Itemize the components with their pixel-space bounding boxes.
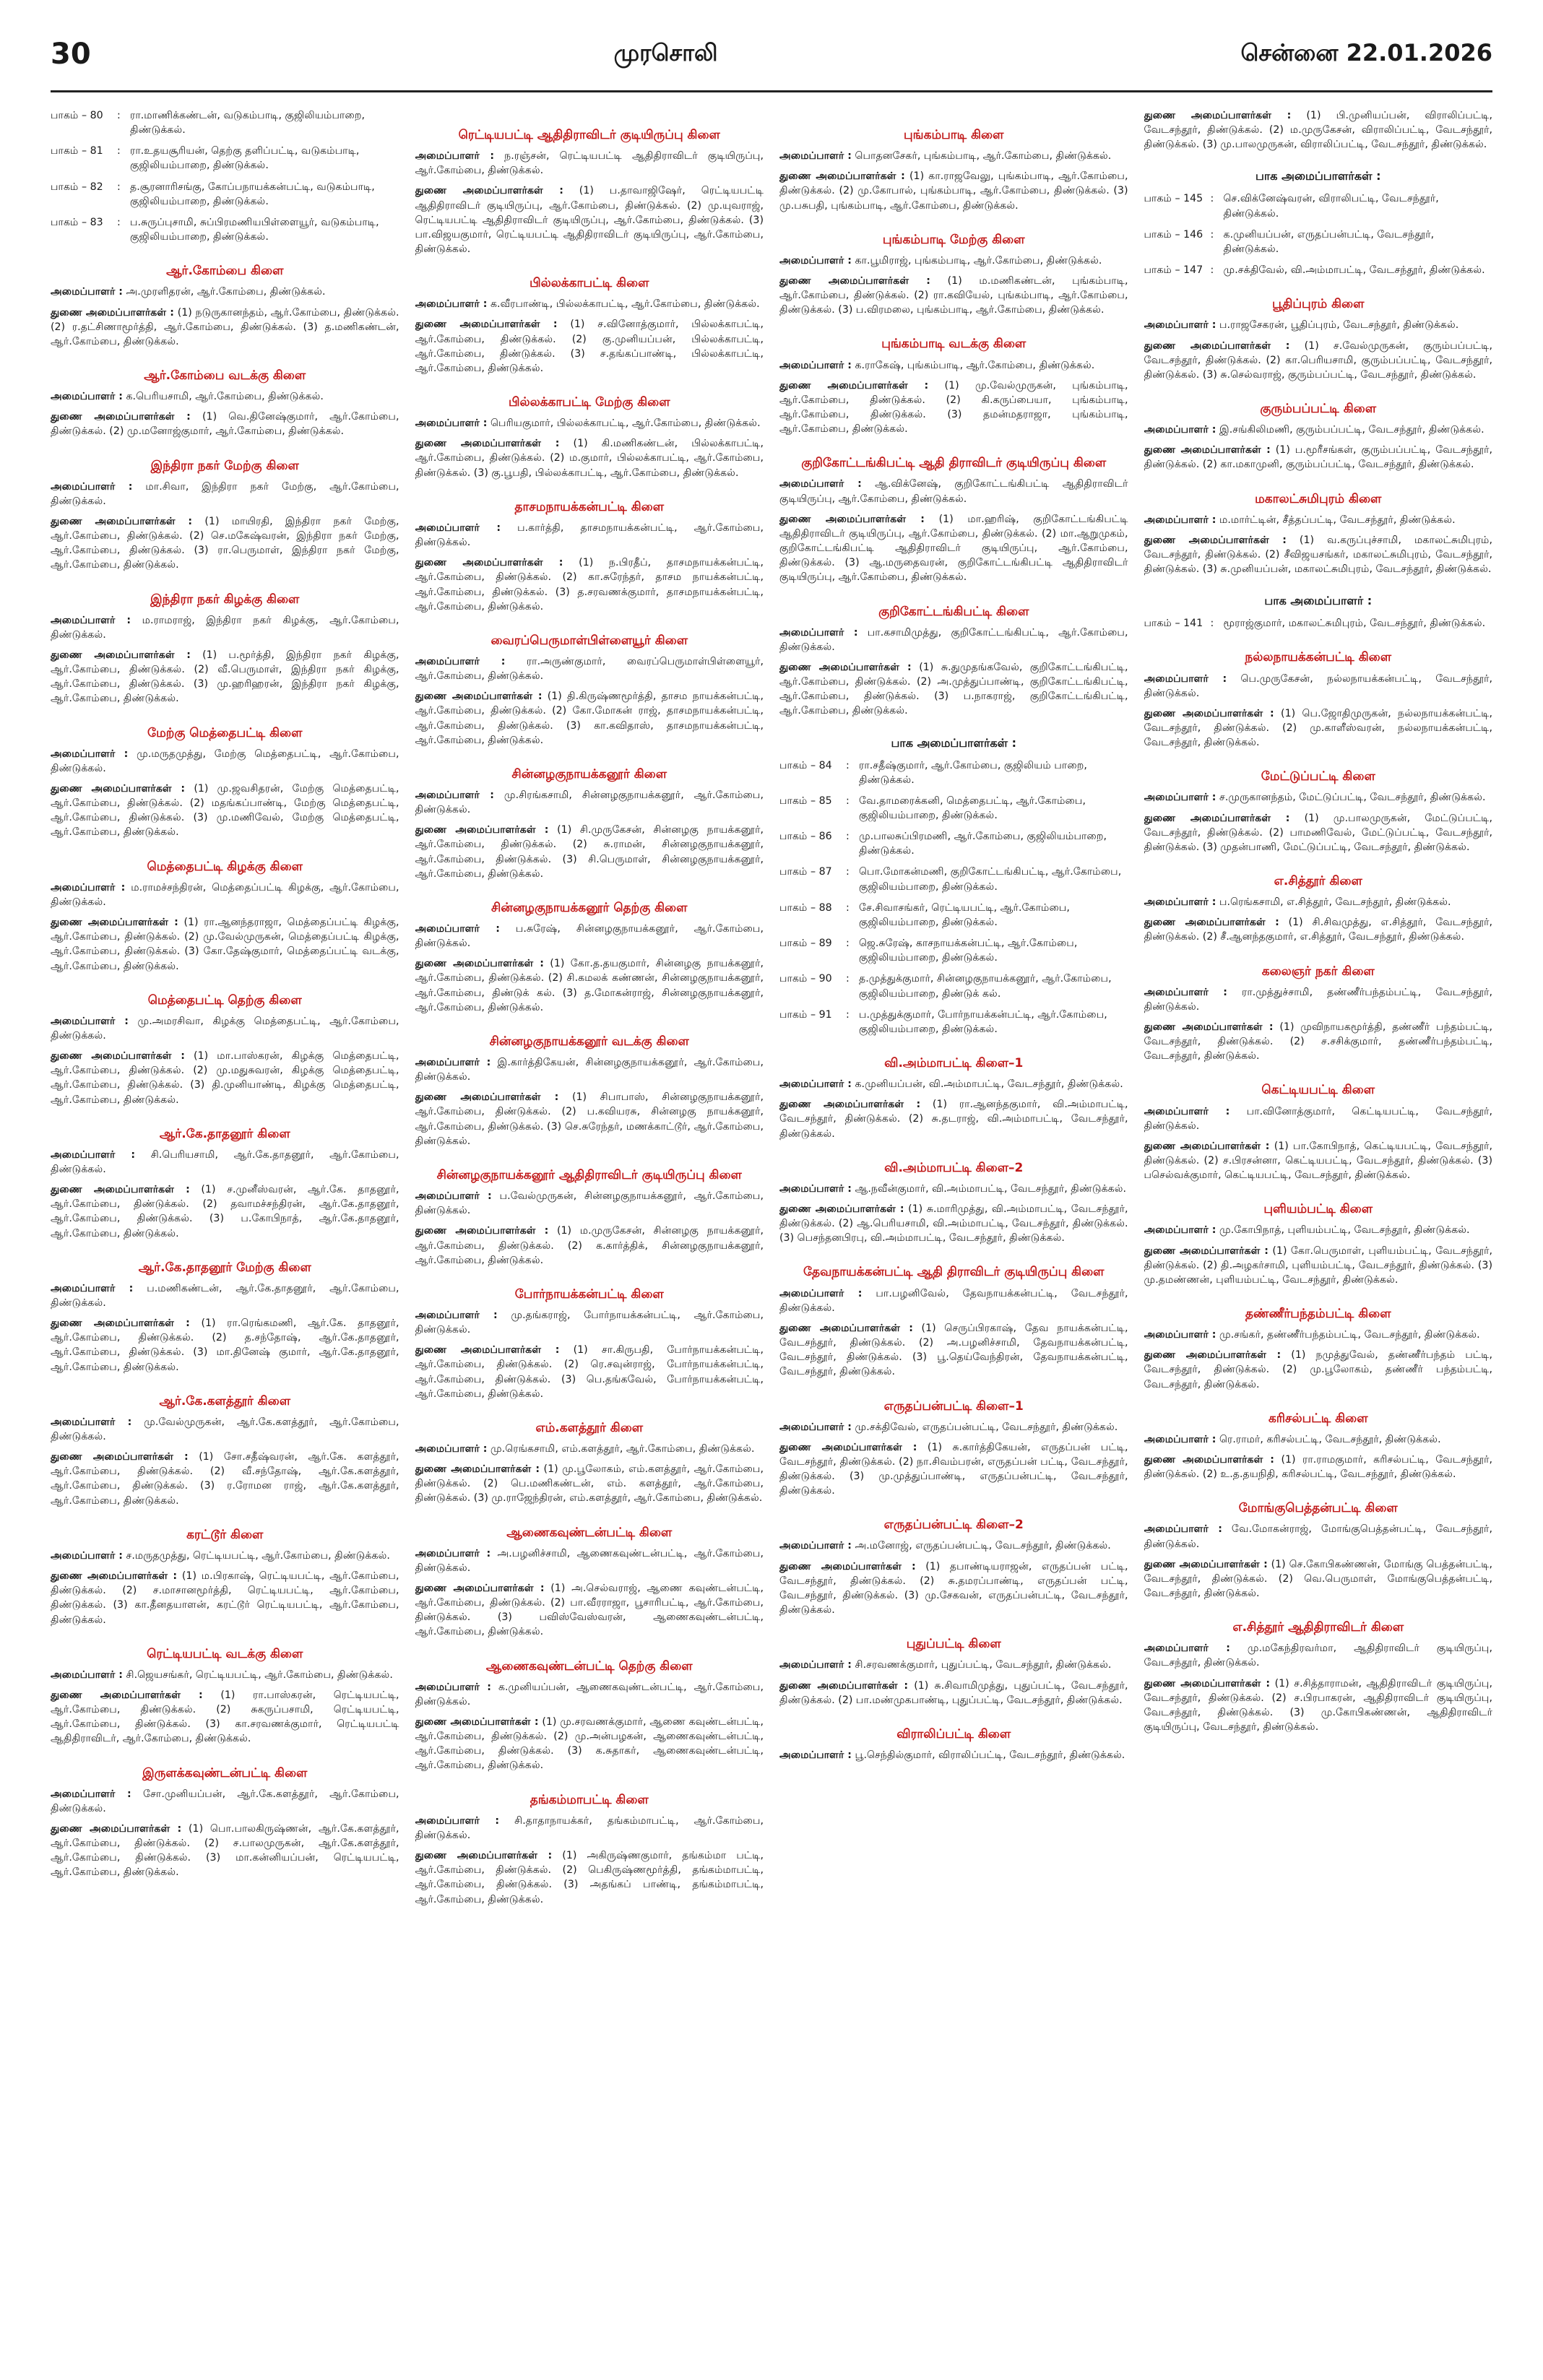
ward-entry: [779, 1008, 1128, 1037]
section: [415, 633, 764, 748]
paragraph: அமைப்பாளர் : க.முனியப்பன், வி.அம்மாபட்டி, வேடசந்தூர், திண்டுக்கல்.: [779, 1078, 1123, 1091]
section-heading: வி.அம்மாபட்டி கிளை–1: [884, 1056, 1024, 1071]
section-heading: புளியம்பட்டி கிளை: [1263, 1202, 1373, 1217]
section: [779, 1160, 1128, 1246]
paragraph: துணை அமைப்பாளர்கள் : (1) சு.மாரிமுத்து, வி.அம்மாபட்டி, வேடசந்தூர், திண்டுக்கல். (2) ஆ.பெரியசாமி, வி.அம்மாபட்டி, வேடசந்தூர், திண்டுக்கல். (3) பெசந்தனபிரபு, வி.அம்மாபட்டி, வேடசந்தூர், திண்டுக்கல்.: [779, 1203, 1128, 1245]
section-heading: விராலிப்பட்டி கிளை: [896, 1726, 1011, 1741]
ward-entry: [779, 901, 1128, 930]
section-heading: ஆணைகவுண்டன்பட்டி கிளை: [506, 1525, 673, 1540]
paragraph: அமைப்பாளர் : ப.மணிகண்டன், ஆர்.கே.தாதனூர், ஆர்.கோம்பை, திண்டுக்கல்.: [51, 1282, 399, 1309]
section: [779, 1636, 1128, 1708]
paragraph: அமைப்பாளர் : கா.பூமிராஜ், புங்கம்பாடி, ஆர்.கோம்பை, திண்டுக்கல்.: [779, 254, 1102, 267]
section-heading: பில்லக்காபட்டி கிளை: [530, 276, 649, 291]
section-heading: மகாலட்சுமிபுரம் கிளை: [1255, 491, 1382, 506]
section: [415, 1167, 764, 1268]
paragraph: துணை அமைப்பாளர்கள் : (1) மாயிரதி, இந்திரா நகர் மேற்கு, ஆர்.கோம்பை, திண்டுக்கல். (2) செ.மகேஷ்வரன், இந்திரா நகர் மேற்கு, ஆர்.கோம்பை, திண்டுக்கல். (3) ரா.பெருமாள், இந்திரா நகர் மேற்கு, ஆர்.கோம்பை, திண்டுக்கல்.: [51, 515, 399, 571]
section: [1144, 1500, 1493, 1601]
paragraph: அமைப்பாளர் : பெரியகுமார், பில்லக்காபட்டி, ஆர்.கோம்பை, திண்டுக்கல்.: [415, 417, 761, 430]
section: [415, 127, 764, 256]
section-heading: ரெட்டியபட்டி ஆதிதிராவிடர் குடியிருப்பு கிளை: [458, 128, 720, 142]
paragraph: அமைப்பாளர் : பொதனசேகர், புங்கம்பாடி, ஆர்.கோம்பை, திண்டுக்கல்.: [779, 150, 1112, 163]
paragraph: துணை அமைப்பாளர்கள் : (1) அ.செல்வராஜ், ஆணை கவுண்டன்பட்டி, ஆர்.கோம்பை, திண்டுக்கல். (2) பா.வீரராஜா, பூசாரிபட்டி, ஆர்.கோம்பை, திண்டுக்கல். (3) பவிஸ்வேஸ்வரன், ஆணைகவுண்டன்பட்டி, ஆர்.கோம்பை, திண்டுக்கல்.: [415, 1582, 764, 1638]
ward-separator: :: [117, 110, 121, 121]
section: [1144, 594, 1493, 631]
paragraph: துணை அமைப்பாளர்கள் : (1) மு.ஜவசிதரன், மேற்கு மெத்தைபட்டி, ஆர்.கோம்பை, திண்டுக்கல். (2) மதங்கப்பாண்டி, மேற்கு மெத்தைபட்டி, ஆர்.கோம்பை, திண்டுக்கல். (3) மு.மணிவேல், மேற்கு மெத்தைபட்டி, ஆர்.கோம்பை, திண்டுக்கல்.: [51, 783, 399, 839]
paragraph: அமைப்பாளர் : மு.வேல்முருகன், ஆர்.கே.களத்தூர், ஆர்.கோம்பை, திண்டுக்கல்.: [51, 1416, 399, 1442]
paragraph: துணை அமைப்பாளர்கள் : (1) சு.சிவாமிமுத்து, புதுப்பட்டி, வேடசந்தூர், திண்டுக்கல். (2) பா.மண்முகபாண்டி, புதுப்பட்டி, வேடசந்தூர், திண்டுக்கல்.: [779, 1679, 1128, 1706]
paragraph: அமைப்பாளர் : ஆ.நவீன்குமார், வி.அம்மாபட்டி, வேடசந்தூர், திண்டுக்கல்.: [779, 1182, 1127, 1195]
paragraph: அமைப்பாளர் : ம.மார்ட்டின், சீத்தப்பட்டி, வேடசந்தூர், திண்டுக்கல்.: [1144, 514, 1456, 526]
paragraph: துணை அமைப்பாளர்கள் : (1) ம.பிரகாஷ், ரெட்டியபட்டி, ஆர்.கோம்பை, திண்டுக்கல். (2) ச.மாசானமூர்த்தி, ரெட்டியபட்டி, ஆர்.கோம்பை, திண்டுக்கல். (3) கா.தீனதயாளன், கரட்டூர் ரெட்டியபட்டி, ஆர்.கோம்பை, திண்டுக்கல்.: [51, 1570, 399, 1626]
paragraph: அமைப்பாளர் : மா.சிவா, இந்திரா நகர் மேற்கு, ஆர்.கோம்பை, திண்டுக்கல்.: [51, 480, 399, 507]
section-heading: சின்னழகுநாயக்கனூர் தெற்கு கிளை: [491, 900, 688, 915]
section-heading: சின்னழகுநாயக்கனூர் ஆதிதிராவிடர் குடியிருப்பு கிளை: [436, 1167, 742, 1182]
paragraph: துணை அமைப்பாளர்கள் : (1) சு.துமுதங்கவேல், குறிகோட்டங்கிபட்டி, ஆர்.கோம்பை, திண்டுக்கல். (2) அ.முத்துப்பாண்டி, குறிகோட்டங்கிபட்டி, ஆர்.கோம்பை, திண்டுக்கல். (3) ப.நாகராஜ், குறிகோட்டங்கிபட்டி, ஆர்.கோம்பை, திண்டுக்கல்.: [779, 661, 1128, 717]
section: [415, 1286, 764, 1401]
paragraph: துணை அமைப்பாளர்கள் : (1) நடுருகானந்தம், ஆர்.கோம்பை, திண்டுக்கல். (2) ர.தட்சிணாமூர்த்தி, ஆர்.கோம்பை, திண்டுக்கல். (3) த.மணிகண்டன், ஆர்.கோம்பை, திண்டுக்கல்.: [51, 306, 399, 347]
paragraph: அமைப்பாளர் : மு.ரெங்கசாமி, எம்.களத்தூர், ஆர்.கோம்பை, திண்டுக்கல்.: [415, 1442, 755, 1455]
ward-separator: :: [117, 145, 121, 157]
section-heading: எ.சித்தூர் ஆதிதிராவிடர் கிளை: [1232, 1620, 1404, 1635]
city-date: சென்னை 22.01.2026: [1240, 39, 1492, 66]
section: [1144, 491, 1493, 577]
section: [51, 368, 399, 439]
section-heading: ரெட்டியபட்டி வடக்கு கிளை: [147, 1646, 303, 1661]
paragraph: துணை அமைப்பாளர்கள் : (1) ரா.ஆனந்தகுமார், வி.அம்மாபட்டி, வேடசந்தூர், திண்டுக்கல். (2) சு.தடராஜ், வி.அம்மாபட்டி, வேடசந்தூர், திண்டுக்கல்.: [779, 1099, 1128, 1140]
section-heading: கரட்டூர் கிளை: [186, 1527, 264, 1542]
paragraph: துணை அமைப்பாளர்கள் : (1) ப.தாவாஜிஷேர், ரெட்டியபட்டி ஆதிதிராவிடர் குடியிருப்பு, ஆர்.கோம்பை, திண்டுக்கல். (2) மு.யுவராஜ், ரெட்டியபட்டி ஆதிதிராவிடர் குடியிருப்பு, ஆர்.கோம்பை, திண்டுக்கல். (3) பா.விஜயகுமார், ரெட்டியபட்டி ஆதிதிராவிடர் குடியிருப்பு, ஆர்.கோம்பை, திண்டுக்கல்.: [415, 185, 764, 256]
section: [415, 1525, 764, 1640]
section-heading: வைரப்பெருமாள்பிள்ளையூர் கிளை: [490, 633, 688, 648]
section: [1144, 1306, 1493, 1392]
section-heading: எருதப்பன்பட்டி கிளை–2: [883, 1518, 1024, 1533]
section-heading: மேட்டுப்பட்டி கிளை: [1261, 769, 1375, 784]
section: [779, 232, 1128, 318]
paragraph: துணை அமைப்பாளர்கள் : (1) பொ.பாலகிருஷ்ணன், ஆர்.கே.களத்தூர், ஆர்.கோம்பை, திண்டுக்கல். (2) ச.பாலமுருகன், ஆர்.கே.களத்தூர், ஆர்.கோம்பை, திண்டுக்கல். (3) மா.கன்னியப்பன், ரெட்டியபட்டி, ஆர்.கோம்பை, திண்டுக்கல்.: [51, 1822, 399, 1879]
section-heading: குறிகோட்டங்கிபட்டி கிளை: [878, 604, 1029, 619]
ward-number: பாகம் – 89: [779, 938, 832, 950]
paragraph: அமைப்பாளர் : வே.மோகன்ராஜ், மோங்குபெத்தன்பட்டி, வேடசந்தூர், திண்டுக்கல்.: [1144, 1523, 1492, 1550]
ward-separator: :: [846, 831, 850, 843]
ward-number: பாகம் – 81: [51, 145, 103, 157]
newspaper-name: முரசொலி: [613, 39, 718, 66]
paragraph: அமைப்பாளர் : மு.மருதமுத்து, மேற்கு மெத்தைபட்டி, ஆர்.கோம்பை, திண்டுக்கல்.: [51, 748, 399, 774]
section: [51, 1260, 399, 1375]
ward-entry: [51, 108, 399, 137]
ward-entry: [779, 972, 1128, 1000]
paragraph: அமைப்பாளர் : ம.ராமராஜ், இந்திரா நகர் கிழக்கு, ஆர்.கோம்பை, திண்டுக்கல்.: [51, 614, 399, 641]
ward-entry: [779, 758, 1128, 787]
paragraph: துணை அமைப்பாளர்கள் : (1) மு.பூலோகம், எம்.களத்தூர், ஆர்.கோம்பை, திண்டுக்கல். (2) பெ.மணிகண்டன், எம். களத்தூர், ஆர்.கோம்பை, திண்டுக்கல். (3) மு.ராஜேந்திரன், எம்.களத்தூர், ஆர்.கோம்பை, திண்டுக்கல்.: [415, 1463, 764, 1505]
paragraph: அமைப்பாளர் : ரெ.ராமர், கரிசல்பட்டி, வேடசந்தூர், திண்டுக்கல்.: [1144, 1433, 1441, 1445]
section: [779, 604, 1128, 719]
ward-entry: [779, 829, 1128, 858]
ward-member: ரா.சதீஷ்குமார், ஆர்.கோம்பை, குஜிலியம் பாறை, திண்டுக்கல்.: [859, 759, 1087, 786]
section-heading: மேற்கு மெத்தைபட்டி கிளை: [147, 725, 303, 740]
paragraph: துணை அமைப்பாளர்கள் : (1) சி.முருகேசன், சின்னழகு நாயக்கனூர், ஆர்.கோம்பை, திண்டுக்கல். (2) சு.ராமன், சின்னழகுநாயக்கனூர், ஆர்.கோம்பை, திண்டுக்கல். (3) சி.பெருமாள், சின்னழகுநாயக்கனூர், ஆர்.கோம்பை, திண்டுக்கல்.: [415, 824, 764, 880]
section: [415, 499, 764, 614]
section: [415, 900, 764, 1015]
section: [51, 1765, 399, 1880]
paragraph: அமைப்பாளர் : பா.வினோத்குமார், கெட்டியபட்டி, வேடசந்தூர், திண்டுக்கல்.: [1144, 1105, 1492, 1132]
ward-member: ப.முத்துக்குமார், போர்நாயக்கன்பட்டி, ஆர்.கோம்பை, குஜிலியம்பாறை, திண்டுக்கல்.: [859, 1008, 1107, 1035]
ward-separator: :: [117, 216, 121, 228]
paragraph: துணை அமைப்பாளர்கள் : (1) ச.முனீஸ்வரன், ஆர்.கே. தாதனூர், ஆர்.கோம்பை, திண்டுக்கல். (2) தவாமச்சந்திரன், ஆர்.கே.தாதனூர், ஆர்.கோம்பை, திண்டுக்கல். (3) ப.கோபிநாத், ஆர்.கே.தாதனூர், ஆர்.கோம்பை, திண்டுக்கல்.: [51, 1184, 399, 1239]
ward-member: வே.தாமரைக்கனி, மெத்தைபட்டி, ஆர்.கோம்பை, குஜிலியம்பாறை, திண்டுக்கல்.: [859, 795, 1086, 821]
ward-member: ரா.மாணிக்கண்டன், வடுகம்பாடி, குஜிலியம்பாறை, திண்டுக்கல்.: [130, 110, 366, 137]
ward-member: மூராஜ்குமார், மகாலட்சுமிபுரம், வேடசந்தூர், திண்டுக்கல்.: [1223, 618, 1486, 630]
section: [779, 455, 1128, 584]
section: [779, 1398, 1128, 1499]
ward-number: பாகம் – 146: [1144, 228, 1203, 241]
columns-container: [51, 108, 1492, 2351]
section-heading: போர்நாயக்கன்பட்டி கிளை: [514, 1286, 664, 1302]
ward-entry: [779, 936, 1128, 965]
section-heading: தேவநாயக்கன்பட்டி ஆதி திராவிடர் குடியிருப்பு கிளை: [803, 1265, 1105, 1280]
section: [51, 458, 399, 573]
ward-separator: :: [117, 181, 121, 193]
section-heading: ஆர்.கோம்பை வடக்கு கிளை: [144, 368, 306, 383]
ward-member: க.முனியப்பன், எருதப்பன்பட்டி, வேடசந்தூர், திண்டுக்கல்.: [1223, 228, 1435, 255]
section: [1144, 1082, 1493, 1182]
section: [51, 592, 399, 706]
ward-entry: [779, 794, 1128, 823]
ward-member: ஜெ.சுரேஷ், காசநாயக்கன்பட்டி, ஆர்.கோம்பை, குஜிலியம்பாறை, திண்டுக்கல்.: [859, 938, 1078, 964]
header-rule: [51, 90, 1492, 92]
ward-entry: [1144, 191, 1493, 220]
section-heading: கெட்டியபட்டி கிளை: [1261, 1083, 1375, 1098]
paragraph: அமைப்பாளர் : இ.கார்த்திகேயன், சின்னழகுநாயக்கனூர், ஆர்.கோம்பை, திண்டுக்கல்.: [415, 1057, 764, 1083]
section-heading: மெத்தைபட்டி கிழக்கு கிளை: [147, 859, 303, 874]
section: [779, 336, 1128, 436]
section: [51, 859, 399, 974]
section-heading: பில்லக்காபட்டி மேற்கு கிளை: [508, 395, 670, 410]
paragraph: அமைப்பாளர் : ஆ.விக்னேஷ், குறிகோட்டங்கிபட்டி ஆதிதிராவிடர் குடியிருப்பு, ஆர்.கோம்பை, திண்டுக்கல்.: [779, 478, 1128, 505]
section: [415, 1034, 764, 1148]
ward-number: பாகம் – 91: [779, 1008, 832, 1021]
section: [779, 1517, 1128, 1617]
ward-member: த.முத்துக்குமார், சின்னழகுநாயக்கனூர், ஆர்.கோம்பை, குஜிலியம்பாறை, திண்டுக் கல்.: [859, 973, 1112, 1000]
paragraph: துணை அமைப்பாளர்கள் : (1) கி.மணிகண்டன், பில்லக்காபட்டி, ஆர்.கோம்பை, திண்டுக்கல். (2) ம.குமார், பில்லக்காபட்டி, ஆர்.கோம்பை, திண்டுக்கல். (3) கு.பூபதி, பில்லக்காபட்டி, ஆர்.கோம்பை, திண்டுக்கல்.: [415, 438, 764, 479]
paragraph: துணை அமைப்பாளர்கள் : (1) ச.வினோத்குமார், பில்லக்காபட்டி, ஆர்.கோம்பை, திண்டுக்கல். (2) கு.முனியப்பன், பில்லக்காபட்டி, ஆர்.கோம்பை, திண்டுக்கல். (3) ச.தங்கப்பாண்டி, பில்லக்காபட்டி, ஆர்.கோம்பை, திண்டுக்கல்.: [415, 319, 764, 374]
ward-member: ரா.உதயசூரியன், தெற்கு தளிப்பட்டி, வடுகம்பாடி, குஜிலியம்பாறை, திண்டுக்கல்.: [130, 145, 360, 172]
paragraph: அமைப்பாளர் : ப.கார்த்தி, தாசமநாயக்கன்பட்டி, ஆர்.கோம்பை, திண்டுக்கல்.: [415, 522, 764, 549]
paragraph: துணை அமைப்பாளர்கள் : (1) சா.கிருபதி, போர்நாயக்கன்பட்டி, ஆர்.கோம்பை, திண்டுக்கல். (2) ரெ.சவுன்ராஜ், போர்நாயக்கன்பட்டி, ஆர்.கோம்பை, திண்டுக்கல். (3) பெ.தங்கவேல், போர்நாயக்கன்பட்டி, ஆர்.கோம்பை, திண்டுக்கல்.: [415, 1344, 764, 1400]
section-heading: மெத்தைபட்டி தெற்கு கிளை: [147, 992, 302, 1008]
paragraph: துணை அமைப்பாளர்கள் : (1) சிபாபாஸ், சின்னழகுநாயக்கனூர், ஆர்.கோம்பை, திண்டுக்கல். (2) ப.கவியரசு, சின்னழகு நாயக்கனூர், ஆர்.கோம்பை, திண்டுக்கல். (3) செ.சுரேந்தர், மணக்காட்டூர், ஆர்.கோம்பை, திண்டுக்கல்.: [415, 1091, 764, 1147]
paragraph: துணை அமைப்பாளர்கள் : (1) வெ.தினேஷ்குமார், ஆர்.கோம்பை, திண்டுக்கல். (2) மு.மனோஜ்குமார், ஆர்.கோம்பை, திண்டுக்கல்.: [51, 411, 399, 438]
section-heading: எருதப்பன்பட்டி கிளை–1: [883, 1398, 1024, 1414]
ward-entry: [779, 865, 1128, 893]
section-heading: புங்கம்பாடி மேற்கு கிளை: [882, 232, 1025, 247]
section: [51, 108, 399, 244]
section: [1144, 169, 1493, 277]
paragraph: துணை அமைப்பாளர்கள் : (1) மா.பாஸ்கரன், கிழக்கு மெத்தைபட்டி, ஆர்.கோம்பை, திண்டுக்கல். (2) மு.மதுசுவரன், கிழக்கு மெத்தைபட்டி, ஆர்.கோம்பை, திண்டுக்கல். (3) தி.முனியாண்டி, கிழக்கு மெத்தைபட்டி, ஆர்.கோம்பை, திண்டுக்கல்.: [51, 1050, 399, 1106]
paragraph: துணை அமைப்பாளர்கள் : (1) நமுத்துவேல், தண்ணீர்பந்தம் பட்டி, வேடசந்தூர், திண்டுக்கல். (2) மு.பூலோகம், தண்ணீர் பந்தம்பட்டி, வேடசந்தூர், திண்டுக்கல்.: [1144, 1349, 1492, 1390]
paragraph: துணை அமைப்பாளர்கள் : (1) முவிநாயகமூர்த்தி, தண்ணீர் பந்தம்பட்டி, வேடசந்தூர், திண்டுக்கல். (2) ச.சசிக்குமார், தண்ணீர்பந்தம்பட்டி, வேடசந்தூர், திண்டுக்கல்.: [1144, 1021, 1492, 1063]
ward-number: பாகம் – 147: [1144, 264, 1203, 277]
paragraph: அமைப்பாளர் : அ.மனோஜ், எருதப்பன்பட்டி, வேடசந்தூர், திண்டுக்கல்.: [779, 1540, 1111, 1552]
paragraph: துணை அமைப்பாளர்கள் : (1) ரா.ரெங்கமணி, ஆர்.கே. தாதனூர், ஆர்.கோம்பை, திண்டுக்கல். (2) த.சந்தோஷ், ஆர்.கே.தாதனூர், ஆர்.கோம்பை, திண்டுக்கல். (3) மா.தினேஷ் குமார், ஆர்.கே.தாதனூர், ஆர்.கோம்பை, திண்டுக்கல்.: [51, 1317, 399, 1373]
paragraph: துணை அமைப்பாளர்கள் : (1) சு.கார்த்திகேயன், எருதப்பன் பட்டி, வேடசந்தூர், திண்டுக்கல். (2) நா.சிவம்பரன், எருதப்பன் பட்டி, வேடசந்தூர், திண்டுக்கல். (3) மு.முத்துப்பாண்டி, எருதப்பன்பட்டி, வேடசந்தூர், திண்டுக்கல்.: [779, 1441, 1128, 1497]
paragraph: துணை அமைப்பாளர்கள் : (1) தபாண்டியராஜன், எருதப்பன் பட்டி, வேடசந்தூர், திண்டுக்கல். (2) சு.தமரப்பாண்டி, எருதப்பன் பட்டி, வேடசந்தூர், திண்டுக்கல். (3) மு.சேகவன், எருதப்பன்பட்டி, வேடசந்தூர், திண்டுக்கல்.: [779, 1560, 1128, 1617]
section-heading: எ.சித்தூர் கிளை: [1274, 874, 1362, 888]
paragraph: அமைப்பாளர் : ம.ராமச்சந்திரன், மெத்தைப்பட்டி கிழக்கு, ஆர்.கோம்பை, திண்டுக்கல்.: [51, 881, 399, 908]
paragraph: அமைப்பாளர் : அ.முரளிதரன், ஆர்.கோம்பை, திண்டுக்கல்.: [51, 286, 326, 298]
paragraph: அமைப்பாளர் : அ.பழனிச்சாமி, ஆணைகவுண்டன்பட்டி, ஆர்.கோம்பை, திண்டுக்கல்.: [415, 1547, 764, 1574]
section: [1144, 873, 1493, 945]
paragraph: துணை அமைப்பாளர்கள் : (1) ரா.ராமகுமார், கரிசல்பட்டி, வேடசந்தூர், திண்டுக்கல். (2) உ.த.தயநிதி, கரிசல்பட்டி, வேடசந்தூர், திண்டுக்கல்.: [1144, 1454, 1492, 1481]
section-heading: குறிகோட்டங்கிபட்டி ஆதி திராவிடர் குடியிருப்பு கிளை: [801, 456, 1107, 471]
column-2: [415, 108, 764, 2351]
section: [779, 1264, 1128, 1379]
paragraph: அமைப்பாளர் : க.ராகேஷ், புங்கம்பாடி, ஆர்.கோம்பை, திண்டுக்கல்.: [779, 359, 1095, 371]
ward-number: பாகம் – 80: [51, 110, 103, 121]
section: [415, 1792, 764, 1907]
section: [1144, 964, 1493, 1064]
paragraph: அமைப்பாளர் : மு.சிரங்கசாமி, சின்னழகுநாயக்கனூர், ஆர்.கோம்பை, திண்டுக்கல்.: [415, 789, 764, 816]
section-heading: ஆர்.கே.களத்தூர் கிளை: [159, 1393, 291, 1408]
ward-number: பாகம் – 86: [779, 831, 832, 843]
paragraph: துணை அமைப்பாளர்கள் : (1) சி.சிவமுத்து, எ.சித்தூர், வேடசந்தூர், திண்டுக்கல். (2) சீ.ஆனந்தகுமார், எ.சித்தூர், வேடசந்தூர், திண்டுக்கல்.: [1144, 917, 1492, 943]
section: [1144, 1411, 1493, 1482]
ward-number: பாகம் – 85: [779, 795, 832, 807]
section-heading: நல்லநாயக்கன்பட்டி கிளை: [1245, 650, 1392, 665]
ward-separator: :: [1210, 618, 1214, 630]
paragraph: துணை அமைப்பாளர்கள் : (1) ரா.பாஸ்கரன், ரெட்டியபட்டி, ஆர்.கோம்பை, திண்டுக்கல். (2) சுகருப்பசாமி, ரெட்டியபட்டி, ஆர்.கோம்பை, திண்டுக்கல். (3) கா.சரவணக்குமார், ரெட்டியபட்டி ஆதிதிராவிடர், ஆர்.கோம்பை, திண்டுக்கல்.: [51, 1689, 399, 1745]
section-heading: இருளக்கவுண்டன்பட்டி கிளை: [142, 1765, 308, 1780]
ward-separator: :: [846, 901, 850, 914]
paragraph: அமைப்பாளர் : மு.அமரசிவா, கிழக்கு மெத்தைபட்டி, ஆர்.கோம்பை, திண்டுக்கல்.: [51, 1015, 399, 1042]
section: [51, 1527, 399, 1627]
ward-member: ப.சுருப்புசாமி, சுப்பிரமணியபிள்ளையூர், வடுகம்பாடி, குஜிலியம்பாறை, திண்டுக்கல்.: [130, 216, 379, 243]
section: [415, 766, 764, 881]
paragraph: துணை அமைப்பாளர்கள் : (1) கோ.த.தயகுமார், சின்னழகு நாயக்கனூர், ஆர்.கோம்பை, திண்டுக்கல். (2) சி.கமலக் கண்ணன், சின்னழகுநாயக்கனூர், ஆர்.கோம்பை, திண்டுக் கல். (3) த.மோகன்ராஜ், சின்னழகுநாயக்கனூர், ஆர்.கோம்பை, திண்டுக்கல்.: [415, 958, 764, 1013]
paragraph: அமைப்பாளர் : சோ.முனியப்பன், ஆர்.கே.களத்தூர், ஆர்.கோம்பை, திண்டுக்கல்.: [51, 1788, 399, 1814]
section-heading: புங்கம்பாடி கிளை: [904, 128, 1004, 142]
section-heading: சின்னழகுநாயக்கனூர் கிளை: [511, 766, 667, 782]
ward-separator: :: [846, 973, 850, 985]
ward-separator: :: [846, 866, 850, 878]
paragraph: துணை அமைப்பாளர்கள் : (1) மு.சரவணக்குமார், ஆணை கவுண்டன்பட்டி, ஆர்.கோம்பை, திண்டுக்கல். (2) மு.அன்பழகன், ஆணைகவுண்டன்பட்டி, ஆர்.கோம்பை, திண்டுக்கல். (3) க.சுதாகர், ஆணைகவுண்டன்பட்டி, ஆர்.கோம்பை, திண்டுக்கல்.: [415, 1716, 764, 1772]
paragraph: துணை அமைப்பாளர்கள் : (1) சோ.சதீஷ்வரன், ஆர்.கே. களத்தூர், ஆர்.கோம்பை, திண்டுக்கல். (2) வீ.சந்தோஷ், ஆர்.கே.களத்தூர், ஆர்.கோம்பை, திண்டுக்கல். (3) ர.ரோமன ராஜ், ஆர்.கே.களத்தூர், ஆர்.கோம்பை, திண்டுக்கல்.: [51, 1451, 399, 1507]
ward-entry: [1144, 616, 1493, 631]
section-heading: புதுப்பட்டி கிளை: [906, 1637, 1001, 1652]
ward-heading: பாக அமைப்பாளர் :: [1264, 594, 1373, 608]
section: [1144, 401, 1493, 472]
ward-separator: :: [1210, 193, 1214, 205]
section: [415, 394, 764, 480]
section: [1144, 769, 1493, 854]
paragraph: அமைப்பாளர் : மு.கோபிநாத், புளியம்பட்டி, வேடசந்தூர், திண்டுக்கல்.: [1144, 1224, 1470, 1237]
paragraph: துணை அமைப்பாளர்கள் : (1) பெ.ஜோதிமுருகன், நல்லநாயக்கன்பட்டி, வேடசந்தூர், திண்டுக்கல். (2) மு.காளீஸ்வரன், நல்லநாயக்கன்பட்டி, வேடசந்தூர், திண்டுக்கல்.: [1144, 707, 1492, 749]
paragraph: துணை அமைப்பாளர்கள் : (1) ரா.ஆனந்தராஜா, மெத்தைப்பட்டி கிழக்கு, ஆர்.கோம்பை, திண்டுக்கல். (2) மு.வேல்முருகன், மெத்தைப்பட்டி கிழக்கு, ஆர்.கோம்பை, திண்டுக்கல். (3) கோ.தேஷ்குமார், மெத்தைப்பட்டி வடக்கு, ஆர்.கோம்பை, திண்டுக்கல்.: [51, 917, 399, 972]
ward-separator: :: [1210, 228, 1214, 241]
ward-number: பாகம் – 87: [779, 866, 832, 878]
paragraph: அமைப்பாளர் : ச.முருகானந்தம், மேட்டுப்பட்டி, வேடசந்தூர், திண்டுக்கல்.: [1144, 792, 1486, 804]
paragraph: துணை அமைப்பாளர்கள் : (1) பா.கோபிநாத், கெட்டியபட்டி, வேடசந்தூர், திண்டுக்கல். (2) ச.பிரசன்னா, கெட்டியபட்டி, வேடசந்தூர், திண்டுக்கல். (3) பசெல்வக்குமார், கெட்டியபட்டி, வேடசந்தூர், திண்டுக்கல்.: [1144, 1140, 1492, 1182]
paragraph: அமைப்பாளர் : க.வீரபாண்டி, பில்லக்காபட்டி, ஆர்.கோம்பை, திண்டுக்கல்.: [415, 298, 760, 311]
paragraph: அமைப்பாளர் : க.பெரியசாமி, ஆர்.கோம்பை, திண்டுக்கல்.: [51, 391, 324, 403]
section-heading: கலைஞர் நகர் கிளை: [1261, 964, 1375, 979]
section-heading: வி.அம்மாபட்டி கிளை–2: [884, 1160, 1024, 1175]
section-heading: இந்திரா நகர் கிழக்கு கிளை: [150, 592, 300, 607]
paragraph: துணை அமைப்பாளர்கள் : (1) மு.பாலமுருகன், மேட்டுப்பட்டி, வேடசந்தூர், திண்டுக்கல். (2) பாமணிவேல், மேட்டுப்பட்டி, வேடசந்தூர், திண்டுக்கல். (3) முதன்பாணி, மேட்டுப்பட்டி, வேடசந்தூர், திண்டுக்கல்.: [1144, 812, 1492, 853]
section-heading: மோங்குபெத்தன்பட்டி கிளை: [1238, 1501, 1398, 1516]
column-4: [1144, 108, 1493, 2351]
paragraph: துணை அமைப்பாளர்கள் : (1) மா.ஹரிஷ், குறிகோட்டங்கிபட்டி ஆதிதிராவிடர் குடியிருப்பு, ஆர்.கோம்பை, திண்டுக்கல். (2) மா.ஆறுமுகம், குறிகோட்டங்கிபட்டி ஆதிதிராவிடர் குடியிருப்பு, ஆர்.கோம்பை, திண்டுக்கல். (3) ஆ.மருதைவரன், குறிகோட்டங்கிபட்டி ஆதிதிராவிடர் குடியிருப்பு, ஆர்.கோம்பை, திண்டுக்கல்.: [779, 513, 1128, 584]
ward-separator: :: [1210, 264, 1214, 277]
paragraph: துணை அமைப்பாளர்கள் : (1) செருப்பிரகாஷ், தேவ நாயக்கன்பட்டி, வேடசந்தூர், திண்டுக்கல். (2) அ.பழனிச்சாமி, தேவநாயக்கன்பட்டி, வேடசந்தூர், திண்டுக்கல். (3) பூ.தெய்வேந்திரன், தேவநாயக்கன்பட்டி, வேடசந்தூர், திண்டுக்கல்.: [779, 1322, 1128, 1378]
paragraph: அமைப்பாளர் : க.முனியப்பன், ஆணைகவுண்டன்பட்டி, ஆர்.கோம்பை, திண்டுக்கல்.: [415, 1681, 764, 1708]
paragraph: அமைப்பாளர் : பா.கசாமிமுத்து, குறிகோட்டங்கிபட்டி, ஆர்.கோம்பை, திண்டுக்கல்.: [779, 626, 1128, 653]
masthead: [51, 22, 1492, 87]
section: [779, 736, 1128, 1037]
ward-heading: பாக அமைப்பாளர்கள் :: [1255, 169, 1381, 183]
ward-number: பாகம் – 84: [779, 759, 832, 771]
section-heading: ஆர்.கே.தாதனூர் கிளை: [159, 1126, 290, 1141]
section: [51, 992, 399, 1107]
section: [415, 1420, 764, 1506]
section: [51, 1393, 399, 1508]
ward-entry: [1144, 263, 1493, 277]
ward-separator: :: [846, 759, 850, 771]
section: [1144, 108, 1493, 152]
paragraph: துணை அமைப்பாளர்கள் : (1) கோ.பெருமாள், புளியம்பட்டி, வேடசந்தூர், திண்டுக்கல். (2) தி.அழகர்சாமி, புளியம்பட்டி, வேடசந்தூர், திண்டுக்கல். (3) மு.தமண்ணன், புளியம்பட்டி, வேடசந்தூர், திண்டுக்கல்.: [1144, 1245, 1492, 1286]
ward-member: மு.சக்திவேல், வி.அம்மாபட்டி, வேடசந்தூர், திண்டுக்கல்.: [1223, 264, 1485, 277]
paragraph: அமைப்பாளர் : சி.தாதாநாயக்கர், தங்கம்மாபட்டி, ஆர்.கோம்பை, திண்டுக்கல்.: [415, 1814, 764, 1841]
section: [51, 1646, 399, 1747]
ward-number: பாகம் – 82: [51, 181, 103, 193]
column-1: [51, 108, 399, 2351]
paragraph: துணை அமைப்பாளர்கள் : (1) ப.மூர்த்தி, இந்திரா நகர் கிழக்கு, ஆர்.கோம்பை, திண்டுக்கல். (2) வீ.பெருமாள், இந்திரா நகர் கிழக்கு, ஆர்.கோம்பை, திண்டுக்கல். (3) மு.ஹரிஹரன், இந்திரா நகர் கிழக்கு, ஆர்.கோம்பை, திண்டுக்கல்.: [51, 649, 399, 705]
paragraph: துணை அமைப்பாளர்கள் : (1) மு.வேல்முருகன், புங்கம்பாடி, ஆர்.கோம்பை, திண்டுக்கல். (2) கி.கருப்பையா, புங்கம்பாடி, ஆர்.கோம்பை, திண்டுக்கல். (3) தமன்மதராஜா, புங்கம்பாடி, ஆர்.கோம்பை, திண்டுக்கல்.: [779, 379, 1128, 436]
paragraph: துணை அமைப்பாளர்கள் : (1) ம.முருகேசன், சின்னழகு நாயக்கனூர், ஆர்.கோம்பை, திண்டுக்கல். (2) க.கார்த்திக், சின்னழகுநாயக்கனூர், ஆர்.கோம்பை, திண்டுக்கல்.: [415, 1225, 764, 1266]
paragraph: அமைப்பாளர் : சி.பெரியசாமி, ஆர்.கே.தாதனூர், ஆர்.கோம்பை, திண்டுக்கல்.: [51, 1148, 399, 1175]
ward-separator: :: [846, 795, 850, 807]
section: [779, 1055, 1128, 1141]
section-heading: பூதிப்புரம் கிளை: [1272, 297, 1365, 312]
paragraph: அமைப்பாளர் : சி.ஜெயசங்கர், ரெட்டியபட்டி, ஆர்.கோம்பை, திண்டுக்கல்.: [51, 1669, 393, 1681]
paragraph: துணை அமைப்பாளர்கள் : (1) தி.கிருஷ்ணமூர்த்தி, தாசம நாயக்கன்பட்டி, ஆர்.கோம்பை, திண்டுக்கல். (2) கோ.மோகன் ராஜ், தாசமநாயக்கன்பட்டி, ஆர்.கோம்பை, திண்டுக்கல். (3) கா.கவிதாஸ், தாசமநாயக்கன்பட்டி, ஆர்.கோம்பை, திண்டுக்கல்.: [415, 691, 764, 746]
ward-separator: :: [846, 1008, 850, 1021]
page-number: 30: [51, 38, 91, 71]
section-heading: எம்.களத்தூர் கிளை: [535, 1420, 644, 1435]
paragraph: அமைப்பாளர் : ச.மருதமுத்து, ரெட்டியபட்டி, ஆர்.கோம்பை, திண்டுக்கல்.: [51, 1549, 390, 1562]
paragraph: துணை அமைப்பாளர்கள் : (1) அகிருஷ்ணகுமார், தங்கம்மா பட்டி, ஆர்.கோம்பை, திண்டுக்கல். (2) பெகிருஷ்ணமூர்த்தி, தங்கம்மாபட்டி, ஆர்.கோம்பை, திண்டுக்கல். (3) அதங்கப் பாண்டி, தங்கம்மாபட்டி, ஆர்.கோம்பை, திண்டுக்கல்.: [415, 1850, 764, 1905]
section: [51, 725, 399, 840]
ward-entry: [51, 144, 399, 173]
ward-member: செ.விக்னேஷ்வரன், விராலிபட்டி, வேடசந்தூர், திண்டுக்கல்.: [1223, 193, 1439, 220]
section: [51, 1126, 399, 1241]
section: [779, 127, 1128, 213]
paragraph: துணை அமைப்பாளர்கள் : (1) செ.கோபிகண்ணன், மோங்கு பெத்தன்பட்டி, வேடசந்தூர், திண்டுக்கல். (2) வெ.பெருமாள், மோங்குபெத்தன்பட்டி, வேடசந்தூர், திண்டுக்கல்.: [1144, 1558, 1492, 1600]
paragraph: அமைப்பாளர் : ப.ராஜசேகரன், பூதிப்புரம், வேடசந்தூர், திண்டுக்கல்.: [1144, 319, 1459, 332]
paragraph: அமைப்பாளர் : பெ.முருகேசன், நல்லநாயக்கன்பட்டி, வேடசந்தூர், திண்டுக்கல்.: [1144, 672, 1492, 699]
paragraph: அமைப்பாளர் : ப.சுரேஷ், சின்னழகுநாயக்கனூர், ஆர்.கோம்பை, திண்டுக்கல்.: [415, 922, 764, 950]
paragraph: துணை அமைப்பாளர்கள் : (1) ச.வேல்முருகன், குரும்பப்பட்டி, வேடசந்தூர், திண்டுக்கல். (2) கா.பெரியசாமி, குரும்பப்பட்டி, வேடசந்தூர், திண்டுக்கல். (3) சு.செல்வராஜ், குரும்பப்பட்டி, வேடசந்தூர், திண்டுக்கல்.: [1144, 339, 1492, 381]
paragraph: துணை அமைப்பாளர்கள் : (1) ம.மணிகண்டன், புங்கம்பாடி, ஆர்.கோம்பை, திண்டுக்கல். (2) ரா.கவியேல், புங்கம்பாடி, ஆர்.கோம்பை, திண்டுக்கல். (3) ப.விரமலை, புங்கம்பாடி, ஆர்.கோம்பை, திண்டுக்கல்.: [779, 274, 1128, 316]
section-heading: தங்கம்மாபட்டி கிளை: [530, 1792, 649, 1807]
section-heading: சின்னழகுநாயக்கனூர் வடக்கு கிளை: [489, 1034, 689, 1049]
section: [1144, 296, 1493, 382]
paragraph: அமைப்பாளர் : ப.வேல்முருகன், சின்னழகுநாயக்கனூர், ஆர்.கோம்பை, திண்டுக்கல்.: [415, 1190, 764, 1217]
ward-number: பாகம் – 90: [779, 973, 832, 985]
section: [1144, 649, 1493, 750]
ward-number: பாகம் – 88: [779, 901, 832, 914]
section-heading: குரும்பப்பட்டி கிளை: [1260, 401, 1377, 416]
column-3: [779, 108, 1128, 2351]
paragraph: அமைப்பாளர் : சி.சரவணக்குமார், புதுப்பட்டி, வேடசந்தூர், திண்டுக்கல்.: [779, 1659, 1112, 1671]
paragraph: துணை அமைப்பாளர்கள் : (1) ச.சித்தாராமன், ஆதிதிராவிடர் குடியிருப்பு, வேடசந்தூர், திண்டுக்கல். (2) ச.பிரபாகரன், ஆதிதிராவிடர் குடியிருப்பு, வேடசந்தூர், திண்டுக்கல். (3) மு.கோபிகண்ணன், ஆதிதிராவிடர் குடியிருப்பு, வேடசந்தூர், திண்டுக்கல்.: [1144, 1677, 1492, 1734]
paragraph: அமைப்பாளர் : மு.மகேந்திரவர்மா, ஆதிதிராவிடர் குடியிருப்பு, வேடசந்தூர், திண்டுக்கல்.: [1144, 1643, 1492, 1669]
section: [1144, 1201, 1493, 1287]
ward-entry: [1144, 228, 1493, 256]
ward-heading: பாக அமைப்பாளர்கள் :: [891, 735, 1016, 750]
paragraph: துணை அமைப்பாளர்கள் : (1) பி.முனியப்பன், விராலிப்பட்டி, வேடசந்தூர், திண்டுக்கல். (2) ம.முருகேசன், விராலிப்பட்டி, வேடசந்தூர், திண்டுக்கல். (3) மு.பாலமுருகன், விராலிப்பட்டி, வேடசந்தூர், திண்டுக்கல்.: [1144, 110, 1492, 151]
ward-number: பாகம் – 141: [1144, 618, 1203, 630]
section: [779, 1726, 1128, 1762]
ward-member: சே.சிவாசங்கர், ரெட்டியபட்டி, ஆர்.கோம்பை, குஜிலியம்பாறை, திண்டுக்கல்.: [859, 901, 1070, 928]
ward-number: பாகம் – 145: [1144, 193, 1203, 205]
ward-entry: [51, 180, 399, 209]
ward-member: பொ.மோகன்மணி, குறிகோட்டங்கிபட்டி, ஆர்.கோம்பை, குஜிலியம்பாறை, திண்டுக்கல்.: [859, 866, 1122, 893]
ward-entry: [51, 215, 399, 244]
paragraph: துணை அமைப்பாளர்கள் : (1) ப.மூரீசங்கள், குரும்பப்பட்டி, வேடசந்தூர், திண்டுக்கல். (2) கா.மகாமுனி, குரும்பப்பட்டி, வேடசந்தூர், திண்டுக்கல்.: [1144, 444, 1492, 471]
paragraph: அமைப்பாளர் : ப.ரெங்கசாமி, எ.சித்தூர், வேடசந்தூர், திண்டுக்கல்.: [1144, 896, 1451, 909]
paragraph: துணை அமைப்பாளர்கள் : (1) கா.ராஜவேலு, புங்கம்பாடி, ஆர்.கோம்பை, திண்டுக்கல். (2) மு.கோபால், புங்கம்பாடி, ஆர்.கோம்பை, திண்டுக்கல். (3) மு.பசுபதி, புங்கம்பாடி, ஆர்.கோம்பை, திண்டுக்கல்.: [779, 170, 1128, 212]
ward-number: பாகம் – 83: [51, 216, 103, 228]
paragraph: அமைப்பாளர் : ரா.முத்துச்சாமி, தண்ணீர்பந்தம்பட்டி, வேடசந்தூர், திண்டுக்கல்.: [1144, 986, 1492, 1013]
paragraph: துணை அமைப்பாளர்கள் : (1) வ.கருப்புச்சாமி, மகாலட்சுமிபுரம், வேடசந்தூர், திண்டுக்கல். (2) சீவிஜயசங்கர், மகாலட்சுமிபுரம், வேடசந்தூர், திண்டுக்கல். (3) சு.முனியப்பன், மகாலட்சுமிபுரம், வேடசந்தூர், திண்டுக்கல்.: [1144, 534, 1492, 576]
section: [415, 275, 764, 376]
paragraph: அமைப்பாளர் : பூ.செந்தில்குமார், விராலிப்பட்டி, வேடசந்தூர், திண்டுக்கல்.: [779, 1749, 1125, 1761]
section-heading: ஆர்.கே.தாதனூர் மேற்கு கிளை: [138, 1260, 311, 1275]
section: [415, 1658, 764, 1773]
ward-separator: :: [846, 938, 850, 950]
section-heading: தாசமநாயக்கன்பட்டி கிளை: [514, 499, 665, 514]
paragraph: அமைப்பாளர் : மு.தங்கராஜ், போர்நாயக்கன்பட்டி, ஆர்.கோம்பை, திண்டுக்கல்.: [415, 1309, 764, 1336]
section-heading: புங்கம்பாடி வடக்கு கிளை: [881, 337, 1026, 352]
section-heading: கரிசல்பட்டி கிளை: [1268, 1411, 1368, 1426]
section: [51, 263, 399, 349]
paragraph: அமைப்பாளர் : ந.ரஞ்சன், ரெட்டியபட்டி ஆதிதிராவிடர் குடியிருப்பு, ஆர்.கோம்பை, திண்டுக்கல்.: [415, 150, 764, 177]
paragraph: துணை அமைப்பாளர்கள் : (1) ந.பிரதீப், தாசமநாயக்கன்பட்டி, ஆர்.கோம்பை, திண்டுக்கல். (2) கா.சுரேந்தர், தாசம நாயக்கன்பட்டி, ஆர்.கோம்பை, திண்டுக்கல். (3) த.சரவணக்குமார், தாசமநாயக்கன்பட்டி, ஆர்.கோம்பை, திண்டுக்கல்.: [415, 557, 764, 613]
paragraph: அமைப்பாளர் : மு.சங்கர், தண்ணீர்பந்தம்பட்டி, வேடசந்தூர், திண்டுக்கல்.: [1144, 1329, 1480, 1341]
section-heading: இந்திரா நகர் மேற்கு கிளை: [150, 458, 299, 473]
paragraph: அமைப்பாளர் : ரா.அருண்குமார், வைரப்பெருமாள்பிள்ளையூர், ஆர்.கோம்பை, திண்டுக்கல்.: [415, 655, 764, 683]
section: [1144, 1619, 1493, 1734]
section-heading: ஆணைகவுண்டன்பட்டி தெற்கு கிளை: [485, 1658, 693, 1674]
section-heading: ஆர்.கோம்பை கிளை: [166, 264, 284, 279]
section-heading: தண்ணீர்பந்தம்பட்டி கிளை: [1245, 1307, 1391, 1322]
ward-member: மு.பாலசுப்பிரமணி, ஆர்.கோம்பை, குஜிலியம்பாறை, திண்டுக்கல்.: [859, 831, 1107, 857]
paragraph: அமைப்பாளர் : மு.சக்திவேல், எருதப்பன்பட்டி, வேடசந்தூர், திண்டுக்கல்.: [779, 1421, 1118, 1433]
paragraph: அமைப்பாளர் : பா.பழனிவேல், தேவநாயக்கன்பட்டி, வேடசந்தூர், திண்டுக்கல்.: [779, 1287, 1128, 1314]
ward-member: த.சூரனாரிசங்கு, கோப்பநாயக்கன்பட்டி, வடுகம்பாடி, குஜிலியம்பாறை, திண்டுக்கல்.: [130, 181, 375, 207]
paragraph: அமைப்பாளர் : இ.சங்கிலிமணி, குரும்பப்பட்டி, வேடசந்தூர், திண்டுக்கல்.: [1144, 424, 1484, 436]
